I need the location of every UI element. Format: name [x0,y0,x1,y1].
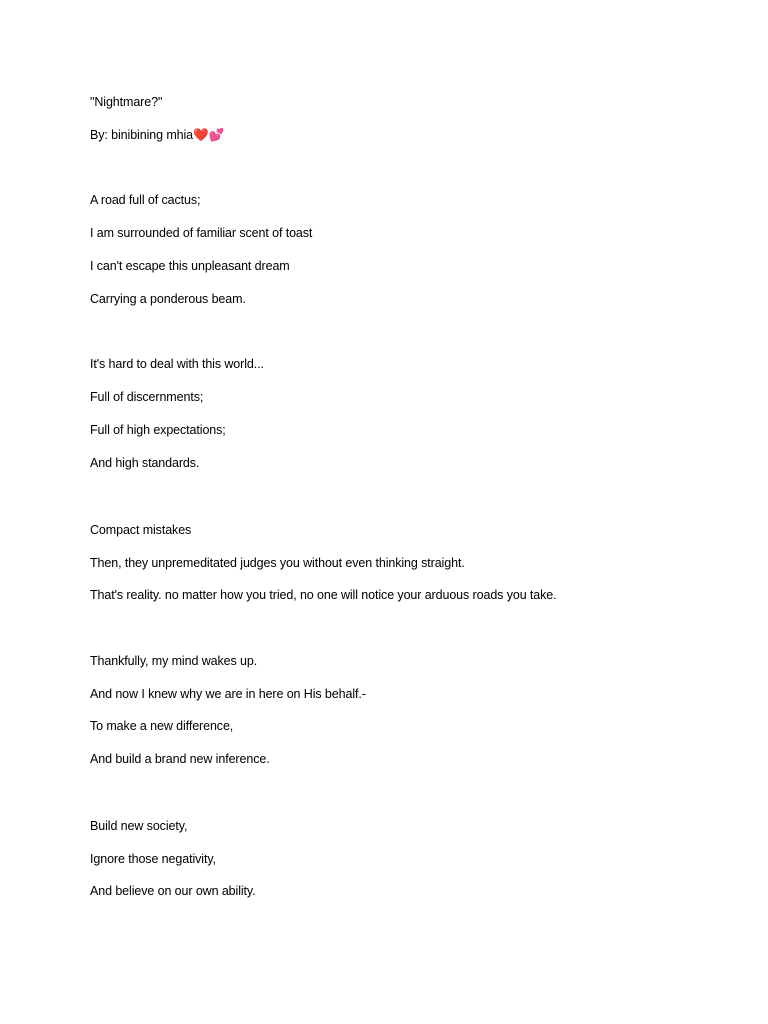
poem-line: It's hard to deal with this world... [90,357,264,371]
poem-line: Ignore those negativity, [90,852,216,866]
poem-line: And build a brand new inference. [90,752,270,766]
poem-line: Then, they unpremeditated judges you without even thinking straight. [90,556,465,570]
poem-line: To make a new difference, [90,719,234,733]
poem-line: And now I knew why we are in here on His behalf.- [90,687,366,701]
poem-line: That's reality. no matter how you tried, no one will notice your arduous roads you take. [90,588,557,602]
poem-line: Full of high expectations; [90,423,226,437]
poem-line: Compact mistakes [90,523,192,537]
poem-line: Thankfully, my mind wakes up. [90,654,258,668]
poem-title: "Nightmare?" [90,95,163,109]
poem-line: And high standards. [90,456,200,470]
poem-line: I am surrounded of familiar scent of toast [90,226,313,240]
poem-line: A road full of cactus; [90,193,201,207]
poem-line: Carrying a ponderous beam. [90,292,246,306]
poem-line: Full of discernments; [90,390,204,404]
poem-byline: By: binibining mhia❤️💕 [90,128,224,142]
poem-line: Build new society, [90,819,188,833]
poem-line: I can't escape this unpleasant dream [90,259,290,273]
poem-line: And believe on our own ability. [90,884,256,898]
